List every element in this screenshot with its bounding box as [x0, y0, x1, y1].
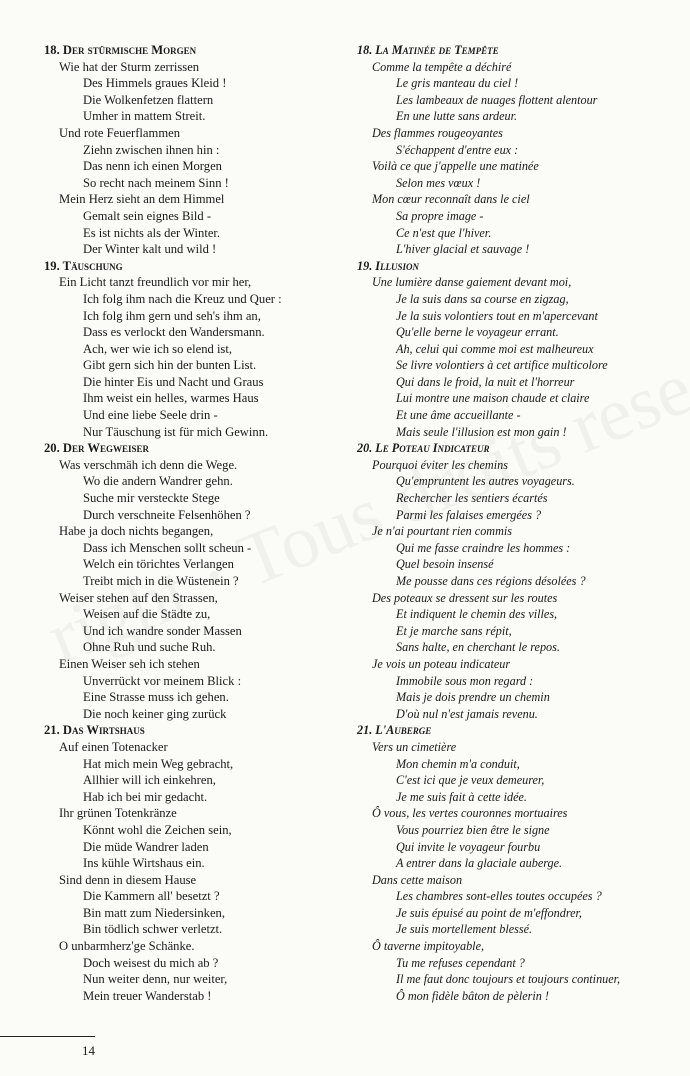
- german-verse-line: O unbarmherz'ge Schänke.: [59, 939, 195, 954]
- french-verse-line: Immobile sous mon regard :: [396, 673, 534, 688]
- german-verse-line: Und ich wandre sonder Massen: [83, 623, 242, 638]
- french-verse-line: Qui me fasse craindre les hommes :: [396, 540, 571, 555]
- german-verse-line: Allhier will ich einkehren,: [83, 773, 216, 788]
- german-verse-line: Es ist nichts als der Winter.: [83, 225, 221, 240]
- french-verse-line: Des poteaux se dressent sur les routes: [372, 590, 558, 605]
- french-verse-line: Sa propre image -: [396, 208, 484, 223]
- german-verse-line: Ihr grünen Totenkränze: [59, 806, 177, 821]
- german-verse-line: So recht nach meinem Sinn !: [83, 175, 229, 190]
- french-verse-line: Ce n'est que l'hiver.: [396, 225, 492, 240]
- german-verse-line: Bin matt zum Niedersinken,: [83, 905, 225, 920]
- french-verse-line: Ô mon fidèle bâton de pèlerin !: [396, 988, 549, 1003]
- german-verse-line: Könnt wohl die Zeichen sein,: [83, 822, 232, 837]
- german-verse-line: Sind denn in diesem Hause: [59, 872, 197, 887]
- french-verse-line: Mais seule l'illusion est mon gain !: [396, 424, 567, 439]
- german-verse-line: Durch verschneite Felsenhöhen ?: [83, 507, 251, 522]
- german-song-title: 21. Das Wirtshaus: [44, 723, 145, 738]
- french-verse-line: Me pousse dans ces régions désolées ?: [396, 574, 586, 588]
- french-verse-line: Tu me refuses cependant ?: [396, 955, 525, 970]
- german-verse-line: Dass ich Menschen sollt scheun -: [83, 540, 252, 555]
- german-verse-line: Die Kammern all' besetzt ?: [83, 889, 220, 904]
- german-verse-line: Ich folg ihm gern und seh's ihm an,: [83, 308, 261, 323]
- german-verse-line: Hab ich bei mir gedacht.: [83, 789, 208, 804]
- french-song-title: 19. Illusion: [357, 258, 420, 273]
- french-verse-line: Je la suis dans sa course en zigzag,: [396, 291, 569, 306]
- french-verse-line: Des flammes rougeoyantes: [372, 125, 503, 140]
- german-verse-line: Einen Weiser seh ich stehen: [59, 656, 200, 671]
- french-verse-line: En une lutte sans ardeur.: [396, 109, 518, 124]
- french-verse-line: Comme la tempête a déchiré: [372, 59, 512, 74]
- french-song-title: 20. Le Poteau Indicateur: [357, 441, 490, 456]
- french-verse-line: Parmi les falaises emergées ?: [396, 507, 542, 522]
- german-verse-line: Auf einen Totenacker: [59, 739, 168, 754]
- french-verse-line: Et une âme accueillante -: [396, 408, 521, 423]
- french-verse-line: Les lambeaux de nuages flottent alentour: [396, 92, 598, 107]
- french-verse-line: Je la suis volontiers tout en m'apercevant: [396, 308, 598, 323]
- french-verse-line: Pourquoi éviter les chemins: [372, 457, 508, 472]
- french-verse-line: Vers un cimetière: [372, 739, 457, 754]
- german-verse-line: Nun weiter denn, nur weiter,: [83, 972, 228, 987]
- german-verse-line: Wo die andern Wandrer gehn.: [83, 474, 233, 489]
- german-verse-line: Unverrückt vor meinem Blick :: [83, 673, 242, 688]
- french-verse-line: Selon mes vœux !: [396, 175, 481, 190]
- french-verse-line: Le gris manteau du ciel !: [396, 76, 519, 91]
- german-verse-line: Welch ein törichtes Verlangen: [83, 557, 234, 572]
- french-verse-line: Je suis épuisé au point de m'effondrer,: [396, 905, 582, 920]
- german-verse-line: Und eine liebe Seele drin -: [83, 408, 218, 423]
- german-verse-line: Nur Täuschung ist für mich Gewinn.: [83, 424, 269, 439]
- german-verse-line: Eine Strasse muss ich gehen.: [83, 690, 229, 705]
- german-verse-line: Mein treuer Wanderstab !: [83, 988, 212, 1003]
- german-verse-line: Wie hat der Sturm zerrissen: [59, 59, 200, 74]
- german-verse-line: Weisen auf die Städte zu,: [83, 607, 211, 622]
- german-verse-line: Die Wolkenfetzen flattern: [83, 92, 214, 107]
- french-verse-line: Qu'elle berne le voyageur errant.: [396, 325, 559, 340]
- french-verse-line: C'est ici que je veux demeurer,: [396, 773, 545, 788]
- french-translation-column: [357, 42, 677, 1004]
- german-verse-line: Der Winter kalt und wild !: [83, 242, 217, 257]
- french-verse-line: Mais je dois prendre un chemin: [396, 690, 550, 705]
- french-verse-line: A entrer dans la glaciale auberge.: [396, 856, 563, 871]
- french-verse-line: Une lumière danse gaiement devant moi,: [372, 275, 572, 290]
- german-song-title: 18. Der stürmische Morgen: [44, 43, 197, 57]
- german-verse-line: Ach, wer wie ich so elend ist,: [83, 341, 232, 356]
- german-song-title: 19. Täuschung: [44, 258, 123, 273]
- french-song-title: 21. L'Auberge: [357, 723, 432, 738]
- german-verse-line: Gemalt sein eignes Bild -: [83, 208, 212, 223]
- german-verse-line: Treibt mich in die Wüstenein ?: [83, 574, 239, 588]
- french-verse-line: Dans cette maison: [372, 872, 463, 887]
- french-verse-line: Je n'ai pourtant rien commis: [372, 524, 513, 539]
- french-verse-line: Quel besoin insensé: [396, 557, 494, 572]
- german-verse-line: Die müde Wandrer laden: [83, 839, 209, 854]
- german-verse-line: Ich folg ihm nach die Kreuz und Quer :: [83, 291, 282, 306]
- german-verse-line: Habe ja doch nichts begangen,: [59, 524, 214, 539]
- german-song-title: 20. Der Wegweiser: [44, 441, 150, 456]
- german-verse-line: Was verschmäh ich denn die Wege.: [59, 457, 238, 472]
- french-verse-line: Voilà ce que j'appelle une matinée: [372, 159, 539, 174]
- french-verse-line: L'hiver glacial et sauvage !: [396, 242, 530, 257]
- german-verse-line: Ins kühle Wirtshaus ein.: [83, 856, 205, 871]
- french-verse-line: Rechercher les sentiers écartés: [396, 491, 548, 506]
- german-verse-line: Die noch keiner ging zurück: [83, 706, 227, 721]
- german-verse-line: Und rote Feuerflammen: [59, 125, 180, 140]
- german-verse-line: Ihm weist ein helles, warmes Haus: [83, 391, 259, 406]
- german-verse-line: Das nenn ich einen Morgen: [83, 159, 222, 174]
- french-verse-line: Il me faut donc toujours et toujours continuer,: [396, 972, 621, 987]
- french-verse-line: Je me suis fait à cette idée.: [396, 789, 527, 804]
- german-verse-line: Ziehn zwischen ihnen hin :: [83, 142, 220, 157]
- french-song-title: 18. La Matinée de Tempête: [357, 43, 499, 57]
- french-verse-line: Et indiquent le chemin des villes,: [396, 607, 558, 622]
- german-verse-line: Hat mich mein Weg gebracht,: [83, 756, 234, 771]
- german-verse-line: Mein Herz sieht an dem Himmel: [59, 192, 225, 207]
- french-verse-line: Je vois un poteau indicateur: [372, 656, 511, 671]
- french-verse-line: Ô vous, les vertes couronnes mortuaires: [372, 806, 568, 821]
- german-verse-line: Des Himmels graues Kleid !: [83, 76, 227, 91]
- german-verse-line: Gibt gern sich hin der bunten List.: [83, 358, 257, 373]
- french-verse-line: Se livre volontiers à cet artifice multicolore: [396, 358, 608, 373]
- french-verse-line: Qu'empruntent les autres voyageurs.: [396, 474, 575, 489]
- german-verse-line: Die hinter Eis und Nacht und Graus: [83, 374, 264, 389]
- french-verse-line: Ah, celui qui comme moi est malheureux: [396, 341, 594, 356]
- german-verse-line: Ein Licht tanzt freundlich vor mir her,: [59, 275, 252, 290]
- footer-rule: [0, 1036, 95, 1037]
- german-verse-line: Weiser stehen auf den Strassen,: [59, 590, 218, 605]
- german-verse-line: Dass es verlockt den Wandersmann.: [83, 325, 265, 340]
- french-verse-line: Ô taverne impitoyable,: [372, 939, 485, 954]
- german-verse-line: Suche mir versteckte Stege: [83, 491, 220, 506]
- french-verse-line: Les chambres sont-elles toutes occupées ?: [396, 889, 602, 904]
- page-number: 14: [82, 1043, 95, 1058]
- french-verse-line: Et je marche sans répit,: [396, 623, 512, 638]
- french-verse-line: Vous pourriez bien être le signe: [396, 822, 550, 837]
- german-text-column: [44, 42, 344, 1004]
- french-verse-line: Sans halte, en cherchant le repos.: [396, 640, 560, 655]
- german-verse-line: Umher in mattem Streit.: [83, 109, 206, 124]
- german-verse-line: Ohne Ruh und suche Ruh.: [83, 640, 216, 655]
- french-verse-line: Mon chemin m'a conduit,: [396, 756, 520, 771]
- french-verse-line: Je suis mortellement blessé.: [396, 922, 533, 937]
- french-verse-line: S'échappent d'entre eux :: [396, 142, 519, 157]
- french-verse-line: Qui dans le froid, la nuit et l'horreur: [396, 374, 575, 389]
- german-verse-line: Doch weisest du mich ab ?: [83, 955, 219, 970]
- french-verse-line: Lui montre une maison chaude et claire: [396, 391, 590, 406]
- french-verse-line: Qui invite le voyageur fourbu: [396, 839, 541, 854]
- french-verse-line: Mon cœur reconnaît dans le ciel: [372, 192, 530, 207]
- german-verse-line: Bin tödlich schwer verletzt.: [83, 922, 223, 937]
- french-verse-line: D'où nul n'est jamais revenu.: [396, 706, 538, 721]
